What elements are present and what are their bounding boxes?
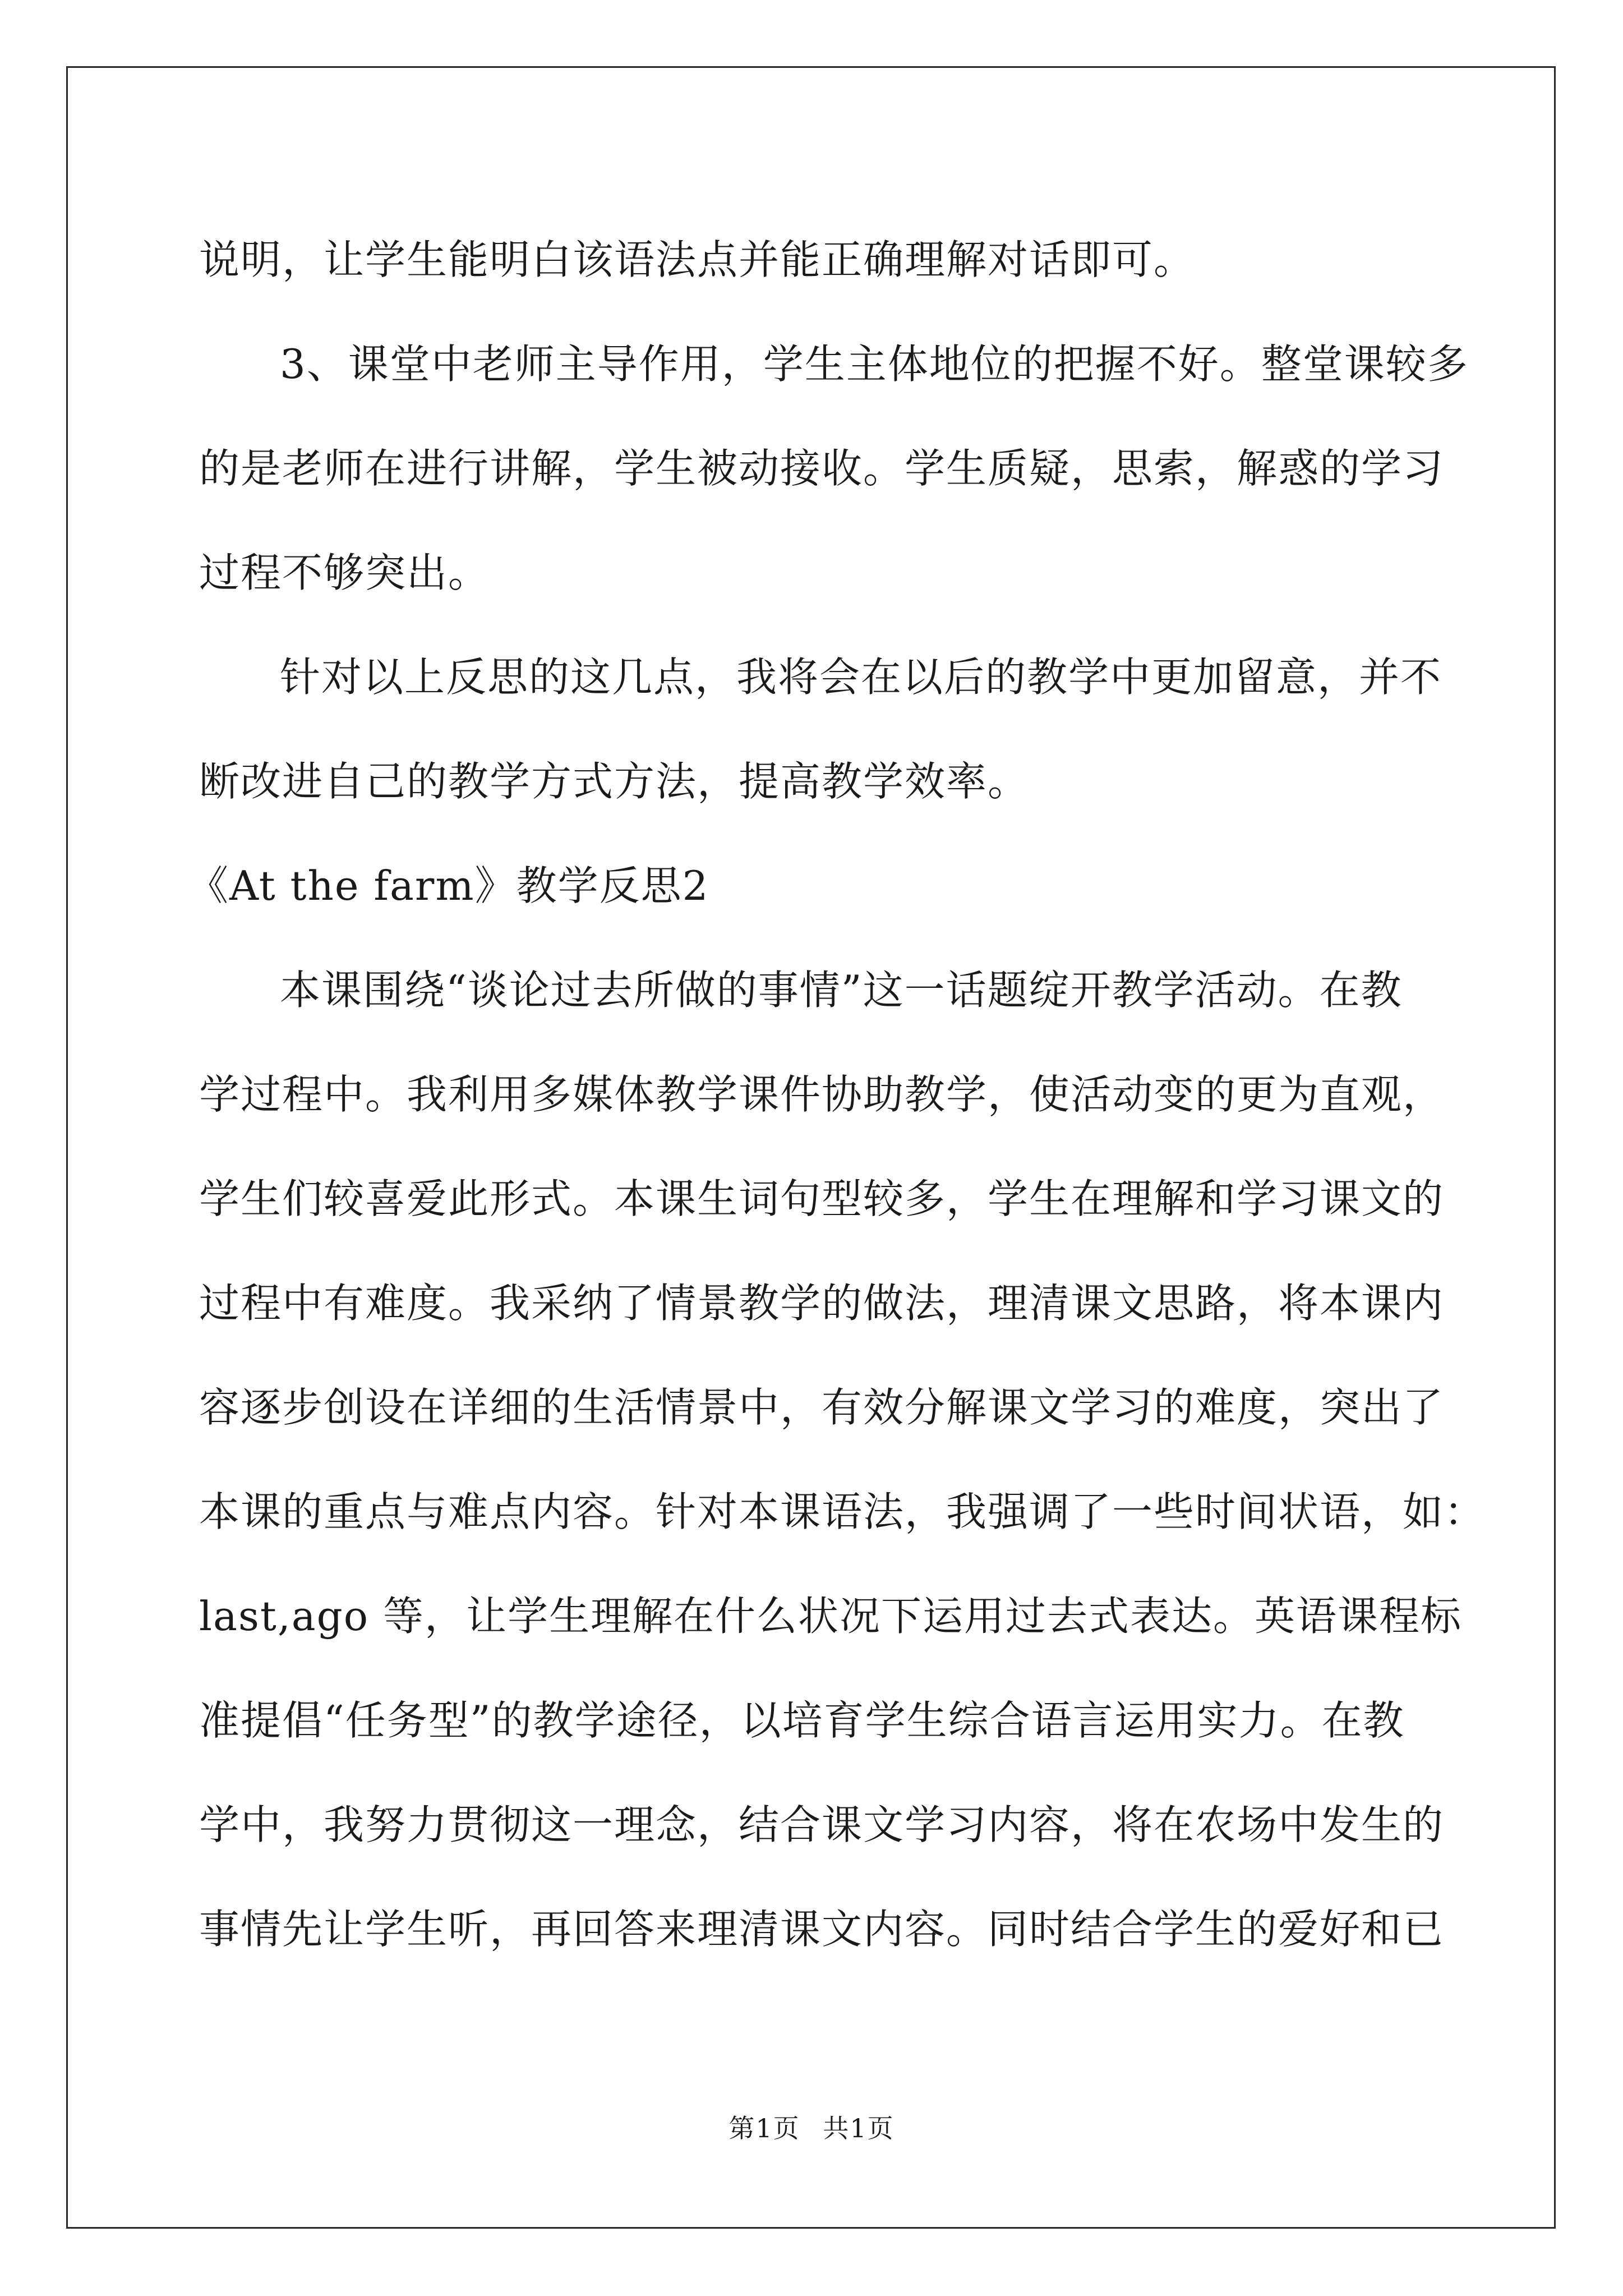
page-number-current: 第1页 [728,2113,800,2143]
text-line-8: 本课围绕“谈论过去所做的事情”这一话题绽开教学活动。在教 [280,967,1403,1014]
text-line-2: 3、课堂中老师主导作用，学生主体地位的把握不好。整堂课较多 [280,341,1469,388]
section-heading: 《At the farm》教学反思2 [188,862,709,909]
text-line-3: 的是老师在进行讲解，学生被动接收。学生质疑，思索，解惑的学习 [199,445,1445,492]
page-footer [0,2108,1623,2145]
text-line-16: 学中，我努力贯彻这一理念，结合课文学习内容，将在农场中发生的 [199,1801,1445,1848]
page-number-total: 共1页 [823,2113,895,2143]
text-line-6: 断改进自己的教学方式方法，提高教学效率。 [199,758,1030,805]
text-line-4: 过程不够突出。 [199,549,490,596]
text-line-12: 容逐步创设在详细的生活情景中，有效分解课文学习的难度，突出了 [199,1384,1445,1431]
text-line-14: last,ago 等，让学生理解在什么状况下运用过去式表达。英语课程标 [199,1593,1462,1640]
text-line-5: 针对以上反思的这几点，我将会在以后的教学中更加留意，并不 [280,654,1442,701]
document-body [188,208,1486,1981]
text-line-17: 事情先让学生听，再回答来理清课文内容。同时结合学生的爱好和已 [199,1906,1445,1953]
text-line-10: 学生们较喜爱此形式。本课生词句型较多，学生在理解和学习课文的 [199,1175,1445,1222]
text-line-15: 准提倡“任务型”的教学途径，以培育学生综合语言运用实力。在教 [199,1697,1405,1744]
text-line-11: 过程中有难度。我采纳了情景教学的做法，理清课文思路，将本课内 [199,1280,1445,1327]
text-line-9: 学过程中。我利用多媒体教学课件协助教学，使活动变的更为直观， [199,1071,1445,1118]
text-line-1: 说明，让学生能明白该语法点并能正确理解对话即可。 [199,236,1196,283]
text-line-13: 本课的重点与难点内容。针对本课语法，我强调了一些时间状语，如： [199,1488,1486,1535]
